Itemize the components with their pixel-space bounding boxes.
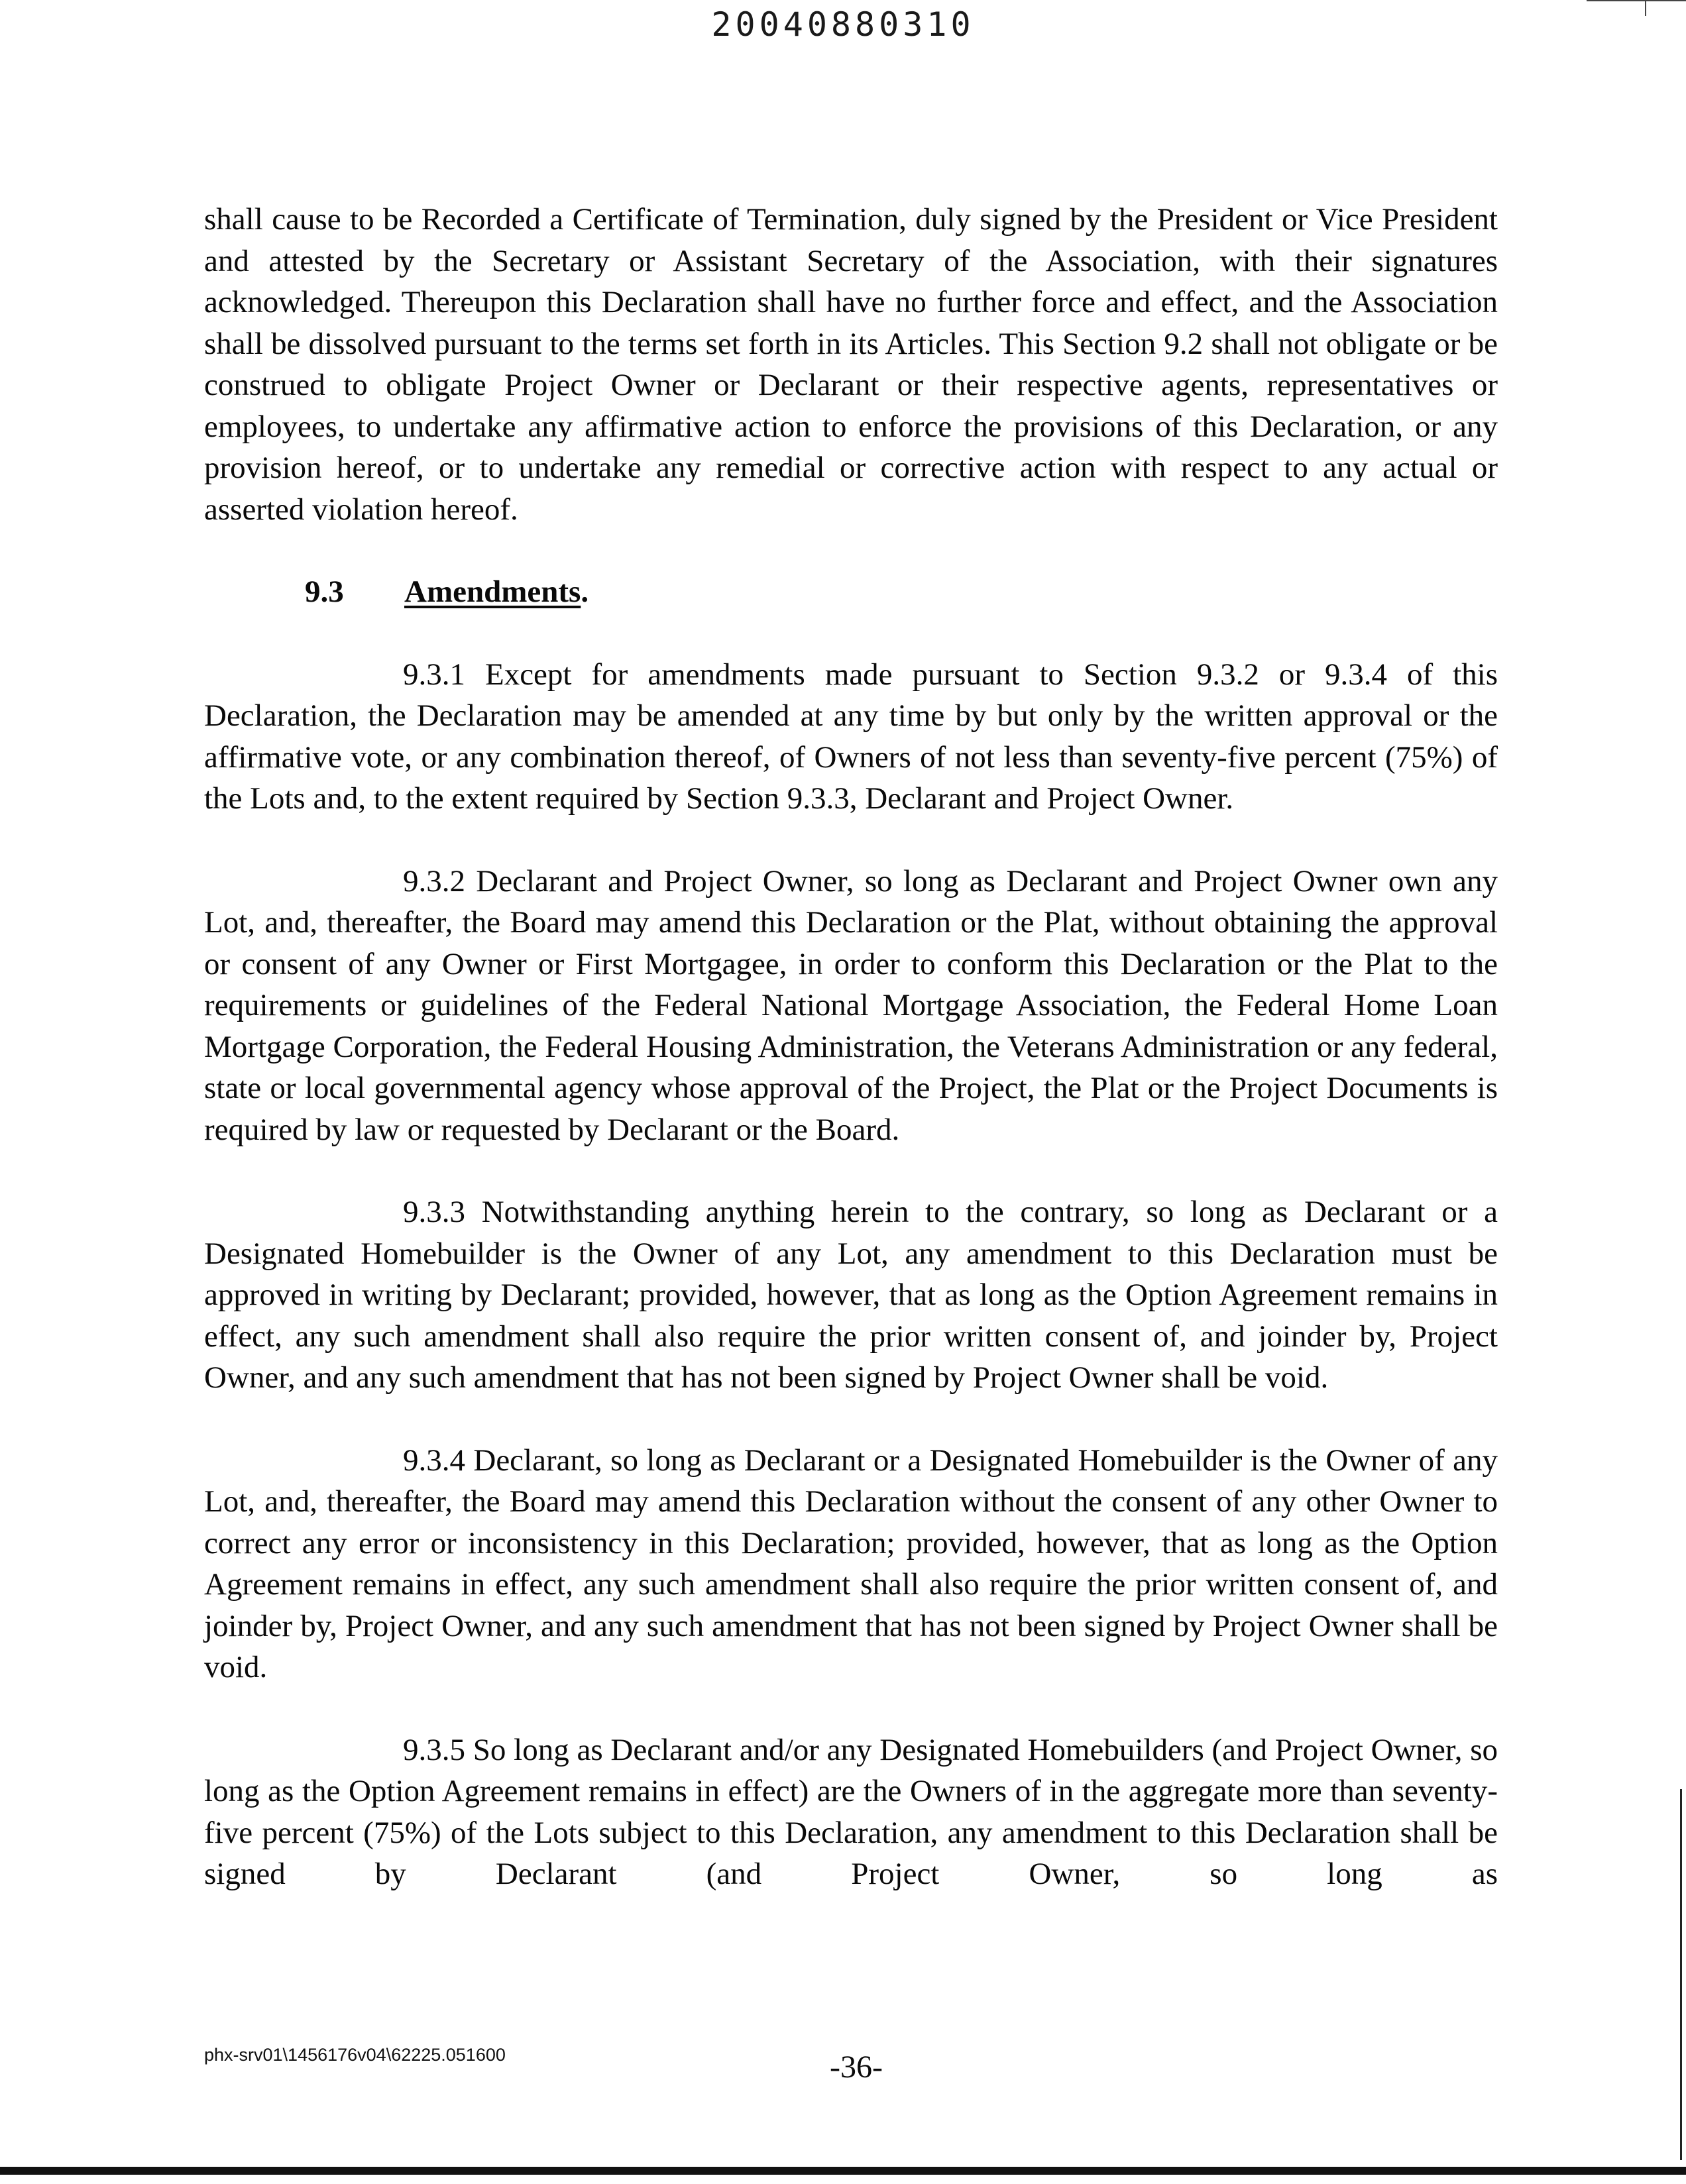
document-body	[204, 199, 1498, 1895]
scan-edge-line	[1680, 1789, 1682, 2160]
paragraph-9-3-3: 9.3.3 Notwithstanding anything herein to the contrary, so long as Declarant or a Designated Homebuilder is the Owner of any Lot, any amendment to this Declaration must be approved in writing by Declarant; provided, however, that as long as the Option Agreement remains in effect, any such amendment shall also require the prior written consent of, and joinder by, Project Owner, and any such amendment that has not been signed by Project Owner shall be void.	[204, 1195, 1498, 1395]
paragraph-gap	[204, 530, 1498, 571]
paragraph-gap	[204, 1150, 1498, 1191]
paragraph-gap	[204, 1399, 1498, 1440]
paragraph-gap	[204, 1688, 1498, 1729]
paragraph-9-3-1: 9.3.1 Except for amendments made pursuant to Section 9.3.2 or 9.3.4 of this Declaration, the Declaration may be amended at any time by but only by the written approval or the affirmative vote, or any combination thereof, of Owners of not less than seventy-five percent (75%) of the Lots and, to the extent required by Section 9.3.3, Declarant and Project Owner.	[204, 657, 1498, 816]
section-heading	[204, 571, 1498, 613]
footer-file-code: phx-srv01\1456176v04\62225.051600	[204, 2045, 506, 2065]
paragraph-9-3-4: 9.3.4 Declarant, so long as Declarant or a Designated Homebuilder is the Owner of any Lot, and, thereafter, the Board may amend this Declaration without the consent of any other Owner to correct any error or inconsistency in this Declaration; provided, however, that as long as the Option Agreement remains in effect, any such amendment shall also require the prior written consent of, and joinder by, Project Owner, and any such amendment that has not been signed by Project Owner shall be void.	[204, 1443, 1498, 1684]
paragraph-9-3-5: 9.3.5 So long as Declarant and/or any Designated Homebuilders (and Project Owner, so long as the Option Agreement remains in effect) are the Owners of in the aggregate more than seventy-five percent (75%) of the Lots subject to this Declaration, any amendment to this Declaration shall be signed by Declarant (and Project Owner, so long as	[204, 1732, 1498, 1891]
paragraph-continuation: shall cause to be Recorded a Certificate of Termination, duly signed by the President or Vice President and attested by the Secretary or Assistant Secretary of the Association, with their signatures acknowledged. Thereupon this Declaration shall have no further force and effect, and the Association shall be dissolved pursuant to the terms set forth in its Articles. This Section 9.2 shall not obligate or be construed to obligate Project Owner or Declarant or their respective agents, representatives or employees, to undertake any affirmative action to enforce the provisions of this Declaration, or any provision hereof, or to undertake any remedial or corrective action with respect to any actual or asserted violation hereof.	[204, 202, 1498, 527]
paragraph-9-3-2: 9.3.2 Declarant and Project Owner, so long as Declarant and Project Owner own any Lot, and, thereafter, the Board may amend this Declaration or the Plat, without obtaining the approval or consent of any Owner or First Mortgagee, in order to conform this Declaration or the Plat to the requirements or guidelines of the Federal National Mortgage Association, the Federal Home Loan Mortgage Corporation, the Federal Housing Administration, the Veterans Administration or any federal, state or local governmental agency whose approval of the Project, the Plat or the Project Documents is required by law or requested by Declarant or the Board.	[204, 863, 1498, 1147]
paragraph-gap	[204, 820, 1498, 861]
page-number: -36-	[830, 2049, 883, 2085]
section-title-period: .	[581, 574, 589, 609]
paragraph-gap	[204, 613, 1498, 654]
bottom-scan-border	[0, 2167, 1686, 2175]
document-number: 20040880310	[711, 5, 975, 44]
section-number: 9.3	[305, 574, 344, 609]
scan-corner-mark	[1587, 0, 1686, 1]
section-title: Amendments	[404, 574, 581, 609]
